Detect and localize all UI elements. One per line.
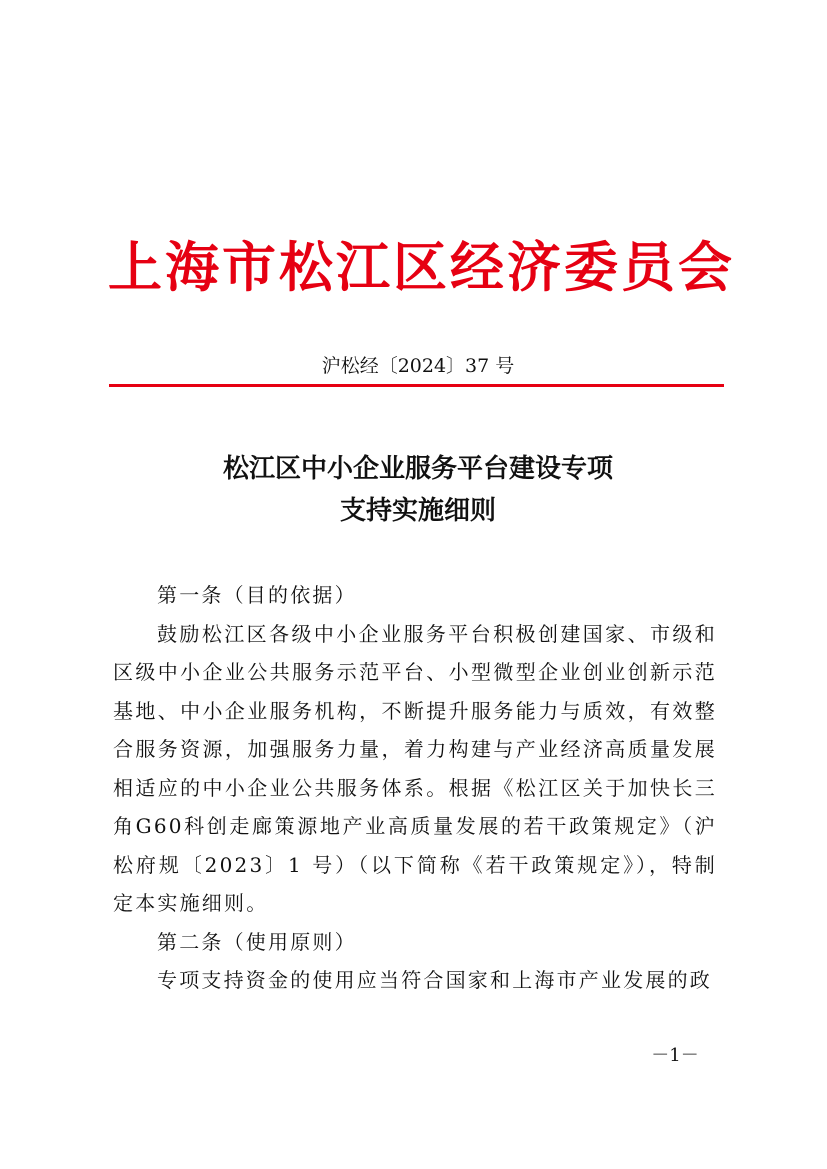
document-number: 沪松经〔2024〕37 号 (321, 355, 515, 377)
document-title (108, 448, 728, 532)
article-2-heading: 第二条（使用原则） (157, 929, 357, 954)
red-divider-line (109, 384, 724, 387)
article-2-content: 专项支持资金的使用应当符合国家和上海市产业发展的政 (157, 968, 712, 992)
page-number: －1－ (651, 1045, 699, 1066)
organization-header: 上海市松江区经济委员会 (108, 235, 735, 299)
article-1-content: 鼓励松江区各级中小企业服务平台积极创建国家、市级和区级中小企业公共服务示范平台、小型微型企业创业创新示范基地、中小企业服务机构，不断提升服务能力与质效，有效整合服务资源，加强服务力量，着力构建与产业经济高质量发展相适应的中小企业公共服务体系。根据《松江区关于加快长三角G60科创走廊策源地产业高质量发展的若干政策规定》（沪松府规〔2023〕1 号）（以下简称《若干政策规定》），特制定本实施细则。 (113, 621, 717, 915)
document-body (113, 576, 717, 1000)
title-line-1: 松江区中小企业服务平台建设专项 (222, 454, 613, 484)
article-1-heading: 第一条（目的依据） (157, 583, 357, 607)
title-line-2: 支持实施细则 (339, 496, 496, 526)
